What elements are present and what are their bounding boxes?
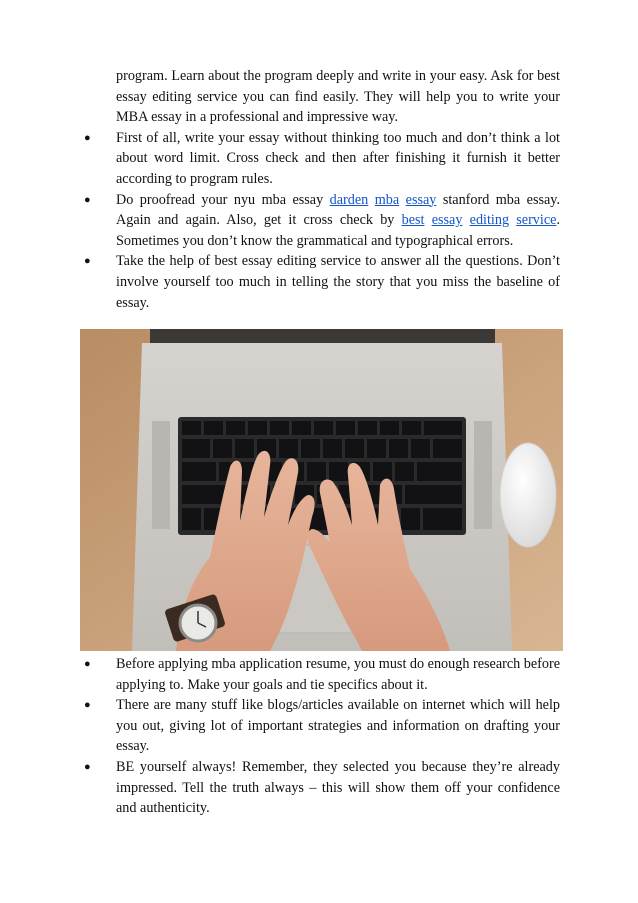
bullet-icon: ● [84, 131, 91, 144]
list-item-text: Before applying mba application resume, you must do enough research before applying to. Make your goals and tie specifics about it. [116, 656, 561, 693]
list-item-text-post: . Sometimes you don’t know the grammatical and typographical errors. [116, 212, 560, 249]
link-mba[interactable]: mba [374, 191, 400, 208]
list-item-text-mid: stanford mba essay. Again and again. Also, get it cross check by [116, 191, 561, 229]
list-item-text: Take the help of best essay editing service to answer all the questions. Don’t involve yourself too much in telling the story that you miss the baseline of essay. [116, 253, 560, 311]
top-text-block [82, 66, 560, 313]
laptop-typing-photo [80, 329, 563, 651]
link-essay-2[interactable]: essay [431, 212, 463, 229]
paragraph-continuation: program. Learn about the program deeply and write in your easy. Ask for best essay editing service you can find easily. They will help you to write your MBA essay in a professional and impressive way. [116, 68, 560, 126]
list-item [82, 757, 560, 819]
link-best[interactable]: best [401, 212, 425, 229]
bullet-icon: ● [84, 658, 91, 670]
bullet-icon: ● [84, 699, 91, 712]
link-editing[interactable]: editing [469, 212, 510, 229]
list-item [82, 190, 560, 252]
list-item [82, 695, 560, 757]
link-essay[interactable]: essay [405, 191, 437, 208]
list-item-text: There are many stuff like blogs/articles available on internet which will help you out, giving lot of important strategies and information on drafting your essay. [116, 697, 560, 755]
bottom-text-block [82, 654, 560, 819]
link-service[interactable]: service [516, 212, 557, 229]
link-darden[interactable]: darden [329, 191, 369, 208]
bullet-icon: ● [84, 193, 91, 206]
list-item [82, 654, 560, 695]
bullet-icon: ● [84, 255, 91, 268]
photo-illustration [80, 329, 563, 651]
bullet-icon: ● [84, 760, 91, 773]
list-item-text-pre: Do proofread your nyu mba essay [116, 191, 330, 208]
list-item-text: BE yourself always! Remember, they selected you because they’re already impressed. Tell the truth always – this will show them off your confidence and authenticity. [116, 758, 560, 817]
list-item [82, 251, 560, 313]
list-item-text: First of all, write your essay without thinking too much and don’t think a lot about word limit. Cross check and then after finishing it furnish it better according to program rules. [116, 129, 560, 187]
list-item [82, 128, 560, 190]
